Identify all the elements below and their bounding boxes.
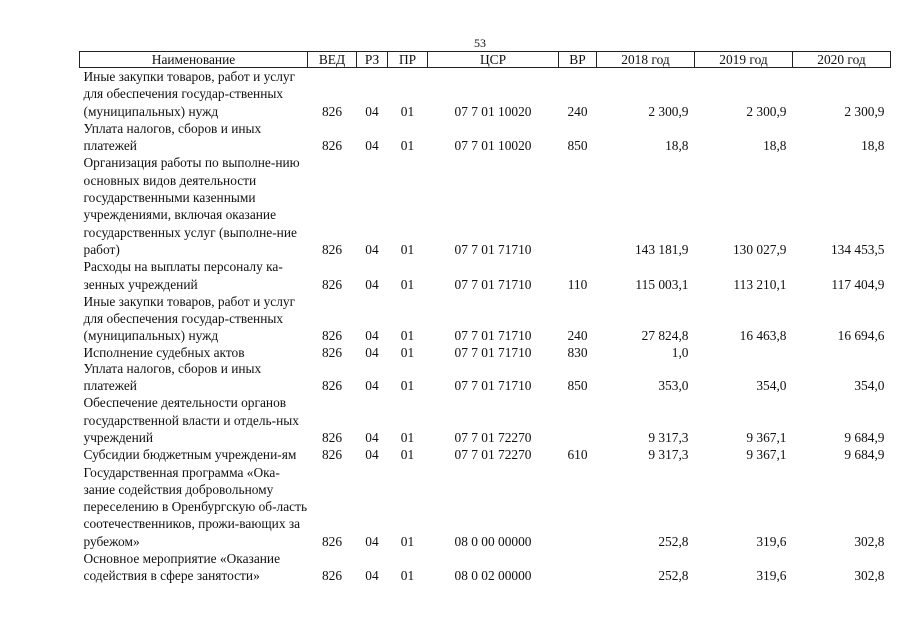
cell-csr: 07 7 01 71710 <box>454 378 532 394</box>
cell-pr: 01 <box>400 328 415 344</box>
cell-vr: 830 <box>567 344 588 360</box>
cell-2018: 2 300,9 <box>648 103 689 119</box>
cell-pr: 01 <box>400 378 415 394</box>
table-row <box>80 120 891 155</box>
header-pr: ПР <box>388 52 428 68</box>
cell-pr: 01 <box>400 568 415 584</box>
header-vr: ВР <box>559 52 597 68</box>
cell-name: Государственная программа «Ока-зание содействия добровольному переселению в Оренбургскую об-ласть соотечественников, прожи-вающих за рубежом» <box>83 464 308 549</box>
table-row <box>80 68 891 120</box>
cell-2019 <box>695 345 793 360</box>
cell-vr <box>559 394 597 446</box>
cell-name: Основное мероприятие «Оказание содействия в сфере занятости» <box>83 551 281 584</box>
cell-name: Организация работы по выполне-нию основных видов деятельности государственными казенными учреждениями, включая оказание государственных услуг (выполне-ние работ) <box>83 155 300 257</box>
cell-ved: 826 <box>321 568 343 584</box>
cell-name: Обеспечение деятельности органов государственной власти и отдель-ных учреждений <box>83 395 299 445</box>
table-row <box>80 550 891 585</box>
cell-2019: 113 210,1 <box>733 276 787 292</box>
cell-csr: 07 7 01 10020 <box>454 103 532 119</box>
cell-rz: 04 <box>365 138 379 154</box>
cell-2019: 354,0 <box>756 378 787 394</box>
cell-2020 <box>793 345 891 360</box>
budget-table <box>79 51 891 585</box>
cell-pr: 01 <box>400 103 415 119</box>
cell-vr <box>559 550 597 585</box>
cell-2019: 319,6 <box>756 568 787 584</box>
cell-ved: 826 <box>321 328 343 344</box>
cell-2020: 2 300,9 <box>844 103 885 119</box>
cell-vr: 610 <box>567 447 588 463</box>
cell-rz: 04 <box>365 429 379 445</box>
cell-2020: 302,8 <box>854 568 885 584</box>
cell-2019: 9 367,1 <box>746 447 787 463</box>
cell-pr: 01 <box>400 276 415 292</box>
cell-2018: 252,8 <box>658 568 689 584</box>
cell-ved: 826 <box>321 378 343 394</box>
cell-ved: 826 <box>321 533 343 549</box>
cell-csr: 07 7 01 71710 <box>454 241 532 257</box>
cell-2018: 18,8 <box>665 138 689 154</box>
cell-pr: 01 <box>400 344 415 360</box>
cell-ved: 826 <box>321 447 343 463</box>
cell-pr: 01 <box>400 429 415 445</box>
page-number: 53 <box>474 36 486 50</box>
cell-ved: 826 <box>321 138 343 154</box>
cell-2018: 252,8 <box>658 533 689 549</box>
cell-csr: 07 7 01 10020 <box>454 138 532 154</box>
cell-rz: 04 <box>365 568 379 584</box>
cell-name: Субсидии бюджетным учреждени-ям <box>83 447 297 463</box>
cell-2020: 9 684,9 <box>844 429 885 445</box>
table-row <box>80 154 891 258</box>
cell-csr: 08 0 00 00000 <box>454 533 532 549</box>
cell-ved: 826 <box>321 241 343 257</box>
cell-2020: 134 453,5 <box>830 241 885 257</box>
table-row <box>80 258 891 293</box>
cell-rz: 04 <box>365 103 379 119</box>
cell-csr: 08 0 02 00000 <box>454 568 532 584</box>
cell-2018: 1,0 <box>671 344 689 360</box>
header-2019: 2019 год <box>695 52 793 68</box>
cell-rz: 04 <box>365 241 379 257</box>
cell-vr: 240 <box>567 328 588 344</box>
table-row <box>80 394 891 446</box>
cell-2018: 353,0 <box>658 378 689 394</box>
cell-pr: 01 <box>400 447 415 463</box>
header-rz: РЗ <box>357 52 388 68</box>
cell-csr: 07 7 01 71710 <box>454 344 532 360</box>
cell-vr: 110 <box>567 276 588 292</box>
cell-rz: 04 <box>365 276 379 292</box>
cell-pr: 01 <box>400 533 415 549</box>
table-row <box>80 464 891 550</box>
cell-name: Иные закупки товаров, работ и услуг для обеспечения государ-ственных (муниципальных) нужд <box>83 293 296 344</box>
table-row <box>80 293 891 345</box>
cell-vr <box>559 464 597 550</box>
cell-name: Уплата налогов, сборов и иных платежей <box>83 120 262 154</box>
cell-2018: 9 317,3 <box>648 429 689 445</box>
cell-vr <box>559 154 597 258</box>
cell-2020: 16 694,6 <box>837 328 885 344</box>
header-2018: 2018 год <box>597 52 695 68</box>
cell-2020: 302,8 <box>854 533 885 549</box>
cell-2018: 27 824,8 <box>641 328 689 344</box>
cell-rz: 04 <box>365 447 379 463</box>
table-row <box>80 345 891 360</box>
cell-vr: 240 <box>567 103 588 119</box>
cell-ved: 826 <box>321 103 343 119</box>
cell-ved: 826 <box>321 344 343 360</box>
cell-vr: 850 <box>567 378 588 394</box>
cell-csr: 07 7 01 72270 <box>454 447 532 463</box>
cell-name: Иные закупки товаров, работ и услуг для обеспечения государ-ственных (муниципальных) нужд <box>83 69 296 119</box>
cell-name: Исполнение судебных актов <box>83 344 245 360</box>
cell-rz: 04 <box>365 344 379 360</box>
cell-csr: 07 7 01 71710 <box>454 328 532 344</box>
cell-ved: 826 <box>321 276 343 292</box>
cell-rz: 04 <box>365 378 379 394</box>
header-csr: ЦСР <box>428 52 559 68</box>
header-2020: 2020 год <box>793 52 891 68</box>
cell-2020: 354,0 <box>854 378 885 394</box>
cell-2019: 16 463,8 <box>739 328 787 344</box>
cell-pr: 01 <box>400 138 415 154</box>
cell-2020: 117 404,9 <box>831 276 885 292</box>
table-header-row <box>80 52 891 68</box>
cell-csr: 07 7 01 72270 <box>454 429 532 445</box>
cell-2019: 319,6 <box>756 533 787 549</box>
header-name: Наименование <box>80 52 308 68</box>
cell-2020: 18,8 <box>861 138 885 154</box>
cell-2019: 130 027,9 <box>732 241 787 257</box>
cell-2019: 9 367,1 <box>746 429 787 445</box>
cell-vr: 850 <box>567 138 588 154</box>
cell-rz: 04 <box>365 533 379 549</box>
cell-csr: 07 7 01 71710 <box>454 276 532 292</box>
cell-2020: 9 684,9 <box>844 447 885 463</box>
table-row <box>80 446 891 463</box>
cell-name: Расходы на выплаты персоналу ка-зенных учреждений <box>83 259 283 292</box>
cell-ved: 826 <box>321 429 343 445</box>
cell-2019: 18,8 <box>763 138 787 154</box>
cell-name: Уплата налогов, сборов и иных платежей <box>83 360 262 394</box>
header-ved: ВЕД <box>308 52 357 68</box>
cell-2018: 9 317,3 <box>648 447 689 463</box>
cell-2018: 115 003,1 <box>635 276 689 292</box>
table-row <box>80 360 891 395</box>
cell-2018: 143 181,9 <box>634 241 689 257</box>
cell-rz: 04 <box>365 328 379 344</box>
cell-2019: 2 300,9 <box>746 103 787 119</box>
cell-pr: 01 <box>400 241 415 257</box>
